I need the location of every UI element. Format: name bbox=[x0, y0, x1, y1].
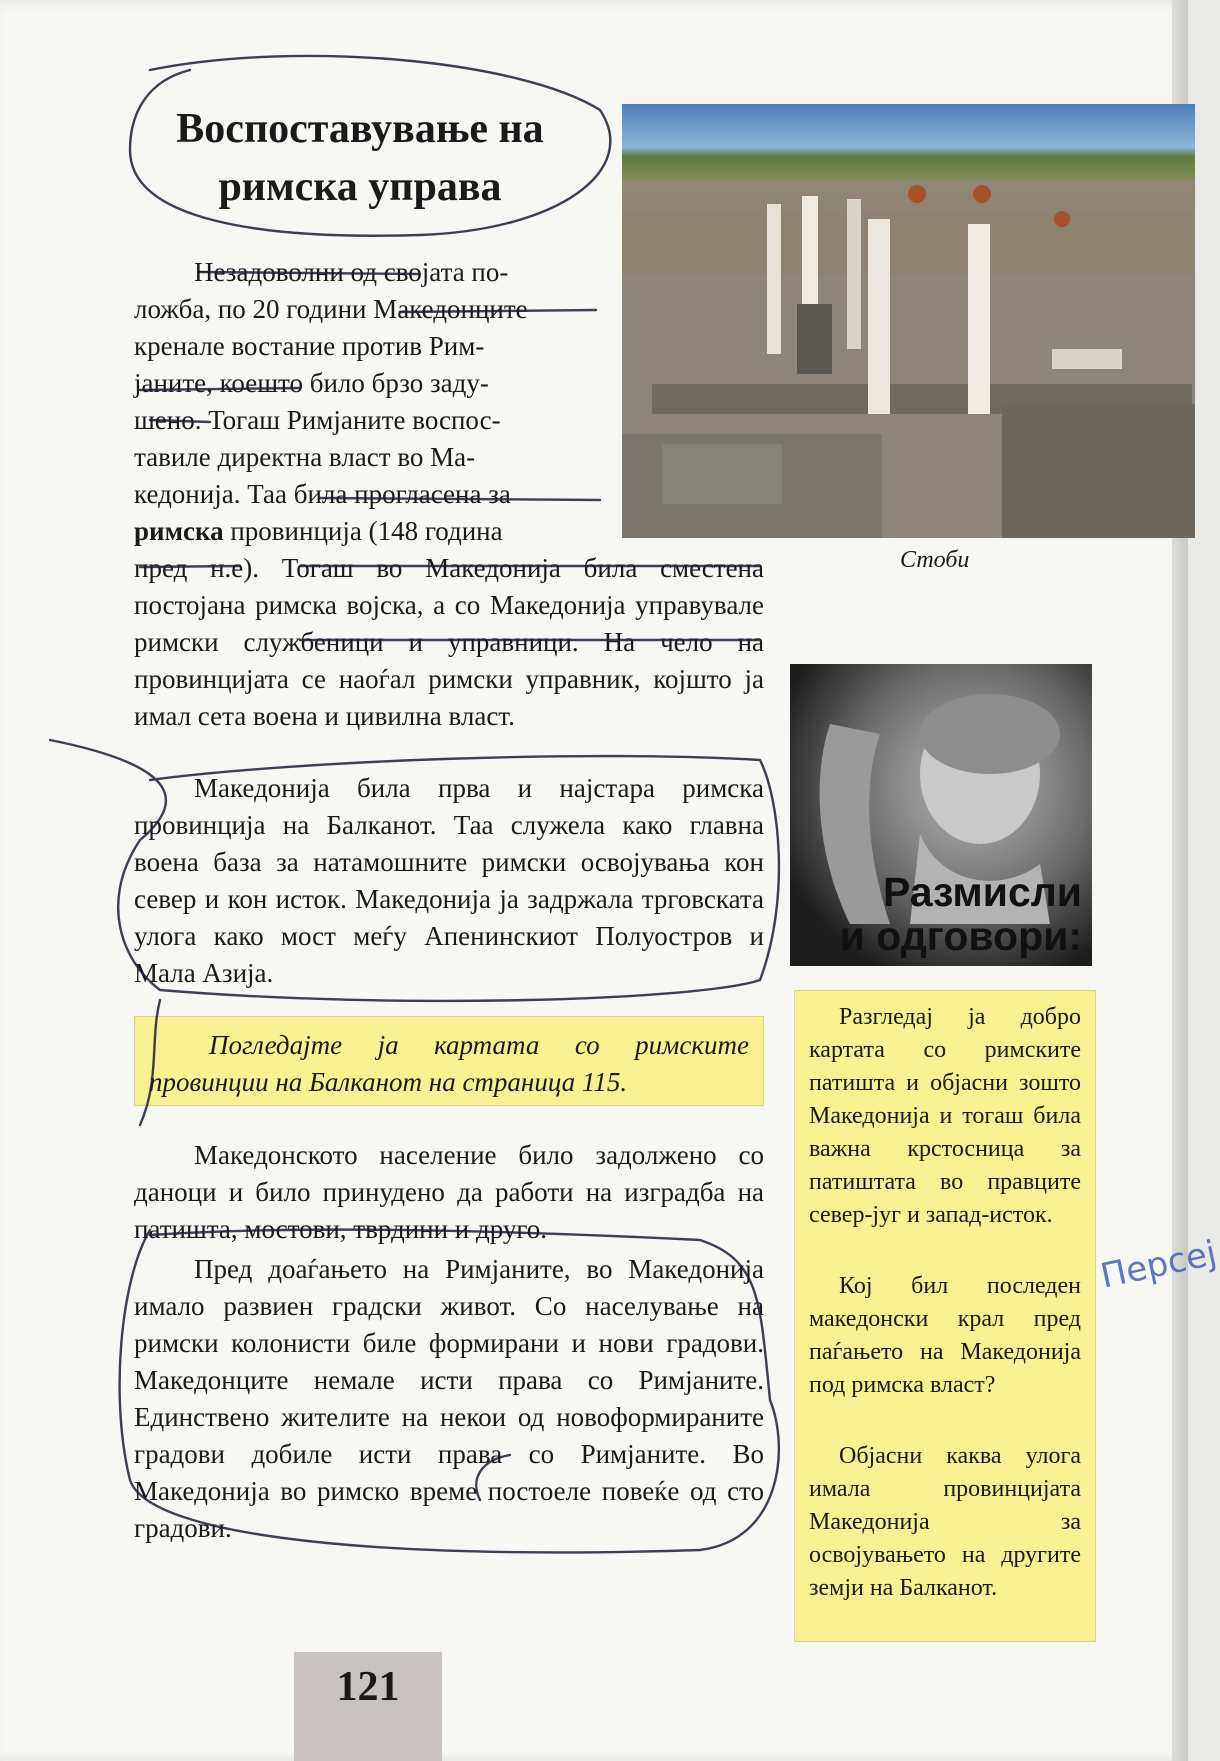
paragraph-text: Македонија била прва и најстара римска провинција на Балканот. Таа служела како главна воена база за натамошните римски освојувања кон север и кон исток. Македонија ја задржала трговската улога како мост меѓу Апенинскиот Полуостров и Мала Азија. bbox=[134, 773, 764, 988]
question-2: Кој бил последен македонски крал пред паѓањето на Македонија под римска власт? bbox=[809, 1273, 1081, 1398]
question-1: Разгледај ја добро картата со римските патишта и објасни зошто Македонија и тогаш била важна крстосница за патиштата во правците север-југ и запад-исток. bbox=[809, 1004, 1081, 1228]
p1-line: шено. Тогаш Римјаните воспос- bbox=[134, 405, 501, 435]
note-text: Погледајте ја картата со римските провинции на Балканот на страница 115. bbox=[149, 1030, 749, 1097]
angel-statue-image bbox=[790, 664, 1092, 966]
paragraph-1 bbox=[134, 254, 600, 550]
paragraph-3 bbox=[134, 1137, 764, 1248]
paragraph-text: Македонското население било задолжено со даноци и било принудено да работи на изградба на патишта, мостови, тврдини и друго. bbox=[134, 1140, 764, 1244]
heading-line-2: и одговори: bbox=[839, 913, 1082, 959]
paragraph-text: Пред доаѓањето на Римјаните, во Македонија имало развиен градски живот. Со населување на римски колонисти биле формирани и нови градови. Македонците немале исти права со Римјаните. Единствено жителите на некои од новоформираните градови добиле исти права со Римјаните. Во Македонија во римско време постоеле повеќе од сто градови. bbox=[134, 1254, 764, 1543]
think-and-answer-heading bbox=[840, 870, 1082, 958]
title-line-1: Воспоставување на bbox=[176, 106, 544, 152]
p1-line: јаните, коешто било брзо заду- bbox=[134, 368, 489, 398]
page-number: 121 bbox=[294, 1652, 442, 1761]
bold-term-roman: римска bbox=[134, 516, 224, 546]
p1-line: кренале востание против Рим- bbox=[134, 331, 485, 361]
title-line-2: римска управа bbox=[218, 164, 502, 210]
questions-box bbox=[794, 990, 1096, 1642]
p1-line bbox=[134, 513, 600, 550]
stobi-ruins-photo bbox=[622, 104, 1195, 538]
paragraph-4 bbox=[134, 1251, 764, 1547]
p1-line: тавиле директна власт во Ма- bbox=[134, 442, 476, 472]
paragraph-1-continued bbox=[134, 550, 764, 735]
photo-caption: Стоби bbox=[900, 547, 970, 573]
handwritten-margin-note: Персеј bbox=[1097, 1233, 1220, 1297]
p1-line: кедонија. Таа била прогласена за bbox=[134, 479, 511, 509]
p1-line: Незадоволни од својата по- bbox=[194, 257, 509, 287]
paragraph-text: пред н.е). Тогаш во Македонија била сместена постојана римска војска, а со Македонија управувале римски службеници и управници. На чело на провинцијата се наоѓал римски управник, којшто ја имал сета воена и цивилна власт. bbox=[134, 553, 764, 731]
paragraph-2 bbox=[134, 770, 764, 992]
p1-line: ложба, по 20 години Македонците bbox=[134, 294, 528, 324]
map-reference-note bbox=[134, 1016, 764, 1106]
p1-line-rest: провинција (148 година bbox=[223, 516, 503, 546]
heading-line-1: Размисли bbox=[882, 869, 1082, 915]
page-title bbox=[150, 100, 570, 216]
question-3: Објасни каква улога имала провинцијата Македонија за освојувањето на другите земји на Балканот. bbox=[809, 1443, 1081, 1601]
